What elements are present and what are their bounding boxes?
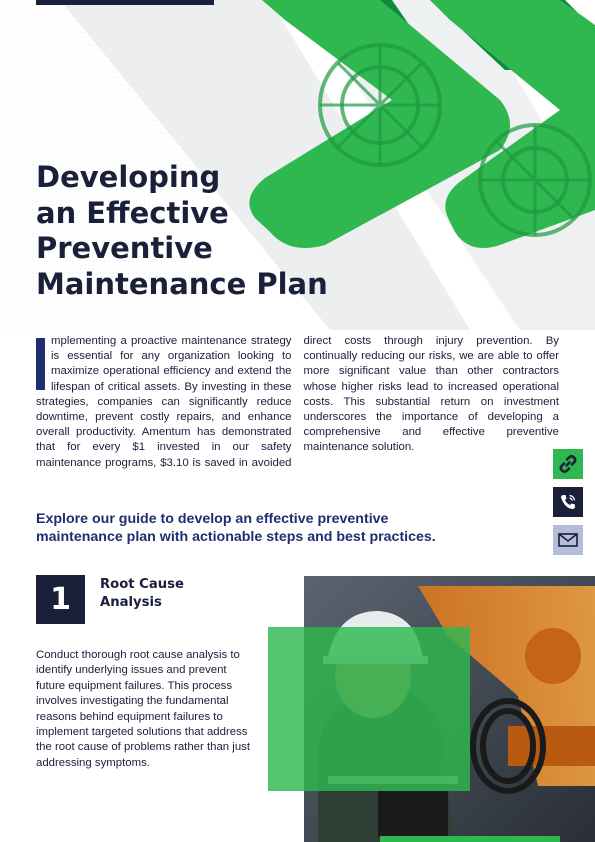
step-title — [100, 576, 220, 611]
step-title-line: Analysis — [100, 594, 162, 610]
title-line: Developing — [36, 160, 221, 194]
top-accent-bar — [36, 0, 214, 5]
title-line: Preventive — [36, 231, 213, 265]
phone-icon-glyph — [559, 493, 577, 511]
dropcap-bar — [36, 338, 45, 390]
mail-icon-glyph — [558, 533, 578, 547]
step-number-badge: 1 — [36, 575, 85, 624]
link-icon-glyph — [558, 454, 578, 474]
step-title-line: Root Cause — [100, 577, 184, 592]
technician-photo — [268, 576, 595, 842]
link-icon[interactable] — [553, 449, 583, 479]
step-description: Conduct thorough root cause analysis to identify underlying issues and prevent future equipment failures. This process involves investigating the fundamental reasons behind equipment failures to implement targeted solutions that address the root cause of problems rather than just addressing symptoms. — [36, 649, 251, 769]
phone-icon[interactable] — [553, 487, 583, 517]
contact-icons — [553, 449, 583, 563]
intro-text: mplementing a proactive maintenance strategy is essential for any organization looking to maximize operational efficiency and extend the lifespan of critical assets. By investing in these strategies, companies can significantly reduce downtime, prevent costly repairs, and enhance overall productivity. Amentum has demonstrated that for every $1 invested in our safety maintenance programs, $3.10 is saved in avoided direct costs through injury prevention. By continually reducing our risks, we are able to offer more significant value than other contractors whose higher risks lead to increased operational costs. This substantial return on investment underscores the importance of developing a comprehensive and effective preventive maintenance solution. — [36, 335, 559, 469]
intro-paragraph — [36, 334, 559, 486]
title-line: Maintenance Plan — [36, 266, 328, 301]
mail-icon[interactable] — [553, 525, 583, 555]
explore-callout: Explore our guide to develop an effective preventive maintenance plan with actionable steps and best practices. — [36, 511, 436, 545]
title-line: an Effective — [36, 195, 229, 230]
page-title — [36, 160, 336, 302]
